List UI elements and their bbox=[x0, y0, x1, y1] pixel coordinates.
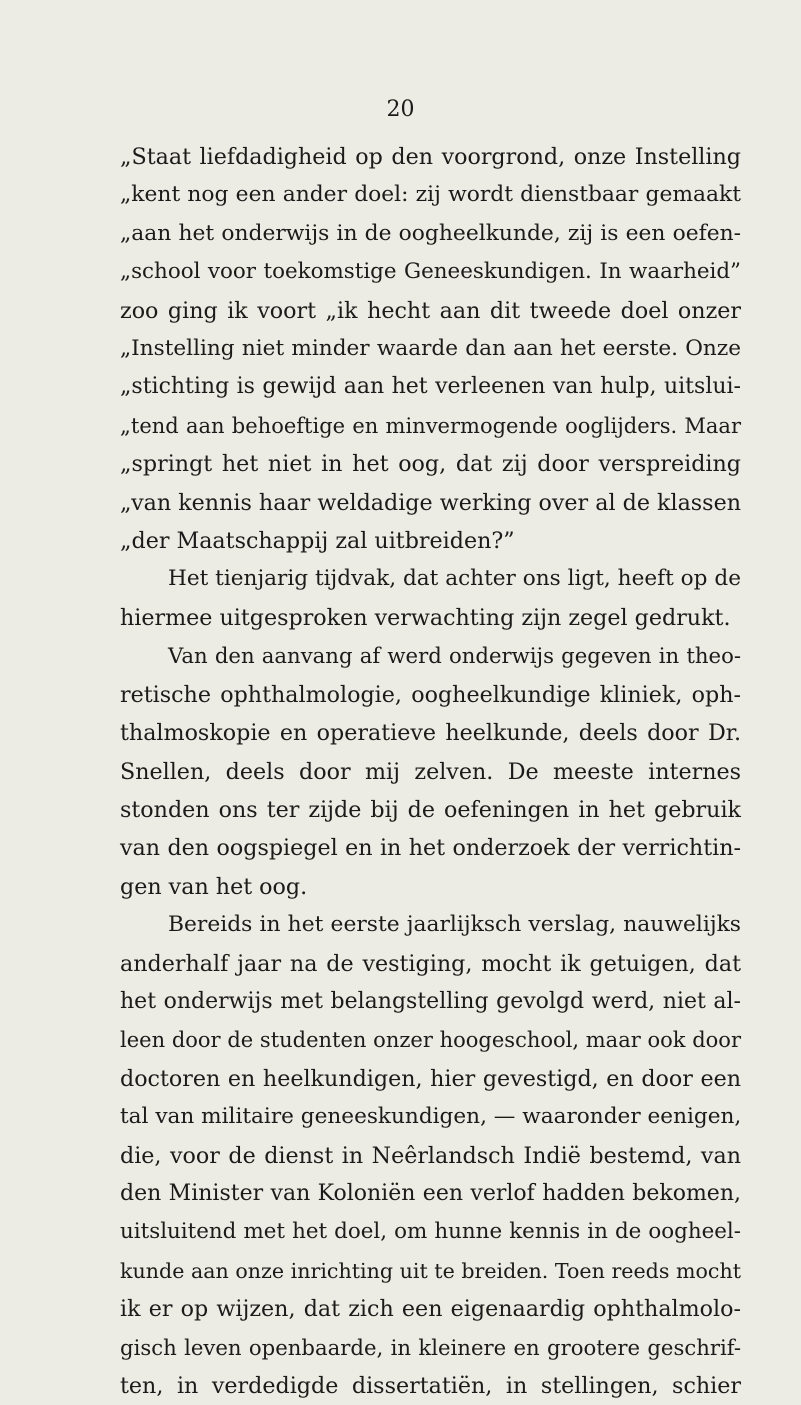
text-line: gisch leven openbaarde, in kleinere en grootere geschrif- bbox=[120, 1334, 741, 1360]
text-line: uitsluitend met het doel, om hunne kennis in de oogheel- bbox=[120, 1219, 741, 1245]
text-line: „kent nog een ander doel: zij wordt dienstbaar gemaakt bbox=[120, 182, 741, 208]
text-line: „Staat liefdadigheid op den voorgrond, onze Instelling bbox=[120, 144, 741, 170]
text-line: „aan het onderwijs in de oogheelkunde, zij is een oefen- bbox=[120, 220, 741, 246]
body-text bbox=[120, 138, 741, 1405]
text-line: ten, in verdedigde dissertatiën, in stellingen, schier bbox=[120, 1373, 741, 1399]
text-line: „der Maatschappij zal uitbreiden?” bbox=[120, 528, 515, 555]
text-line: „stichting is gewijd aan het verleenen van hulp, uitslui- bbox=[120, 374, 741, 400]
text-line: den Minister van Koloniën een verlof hadden bekomen, bbox=[120, 1180, 741, 1206]
text-line: ik er op wijzen, dat zich een eigenaardig ophthalmolo- bbox=[120, 1296, 741, 1323]
text-line: doctoren en heelkundigen, hier gevestigd, en door een bbox=[120, 1065, 741, 1092]
text-line: Het tienjarig tijdvak, dat achter ons ligt, heeft op de bbox=[168, 566, 741, 592]
text-line: „school voor toekomstige Geneeskundigen. In waarheid” bbox=[120, 259, 741, 285]
text-line: stonden ons ter zijde bij de oefeningen in het gebruik bbox=[120, 796, 741, 823]
text-line: leen door de studenten onzer hoogeschool, maar ook door bbox=[120, 1028, 741, 1053]
text-line: tal van militaire geneeskundigen, — waaronder eenigen, bbox=[120, 1104, 742, 1130]
text-line: het onderwijs met belangstelling gevolgd werd, niet al- bbox=[120, 988, 741, 1014]
text-line: gen van het oog. bbox=[120, 873, 308, 900]
text-line: Van den aanvang af werd onderwijs gegeven in theo- bbox=[168, 643, 741, 669]
text-line: zoo ging ik voort „ik hecht aan dit tweede doel onzer bbox=[120, 297, 741, 324]
text-line: die, voor de dienst in Neêrlandsch Indië bestemd, van bbox=[120, 1142, 741, 1169]
page-number: 20 bbox=[386, 97, 415, 122]
text-line: „Instelling niet minder waarde dan aan het eerste. Onze bbox=[120, 336, 741, 362]
text-line: thalmoskopie en operatieve heelkunde, deels door Dr. bbox=[120, 720, 741, 747]
text-line: „springt het niet in het oog, dat zij door verspreiding bbox=[120, 451, 741, 478]
text-line: hiermee uitgesproken verwachting zijn zegel gedrukt. bbox=[120, 604, 731, 631]
text-line: Snellen, deels door mij zelven. De meeste internes bbox=[120, 758, 741, 785]
text-line: „van kennis haar weldadige werking over al de klassen bbox=[120, 489, 741, 516]
text-line: Bereids in het eerste jaarlijksch verslag, nauwelijks bbox=[168, 912, 741, 938]
text-line: „tend aan behoeftige en minvermogende ooglijders. Maar bbox=[120, 413, 741, 438]
text-line: anderhalf jaar na de vestiging, mocht ik getuigen, dat bbox=[120, 950, 741, 977]
text-line: kunde aan onze inrichting uit te breiden. Toen reeds mocht bbox=[120, 1258, 741, 1283]
text-line: van den oogspiegel en in het onderzoek der verrichtin- bbox=[120, 835, 741, 862]
text-line: retische ophthalmologie, oogheelkundige kliniek, oph- bbox=[120, 681, 741, 708]
